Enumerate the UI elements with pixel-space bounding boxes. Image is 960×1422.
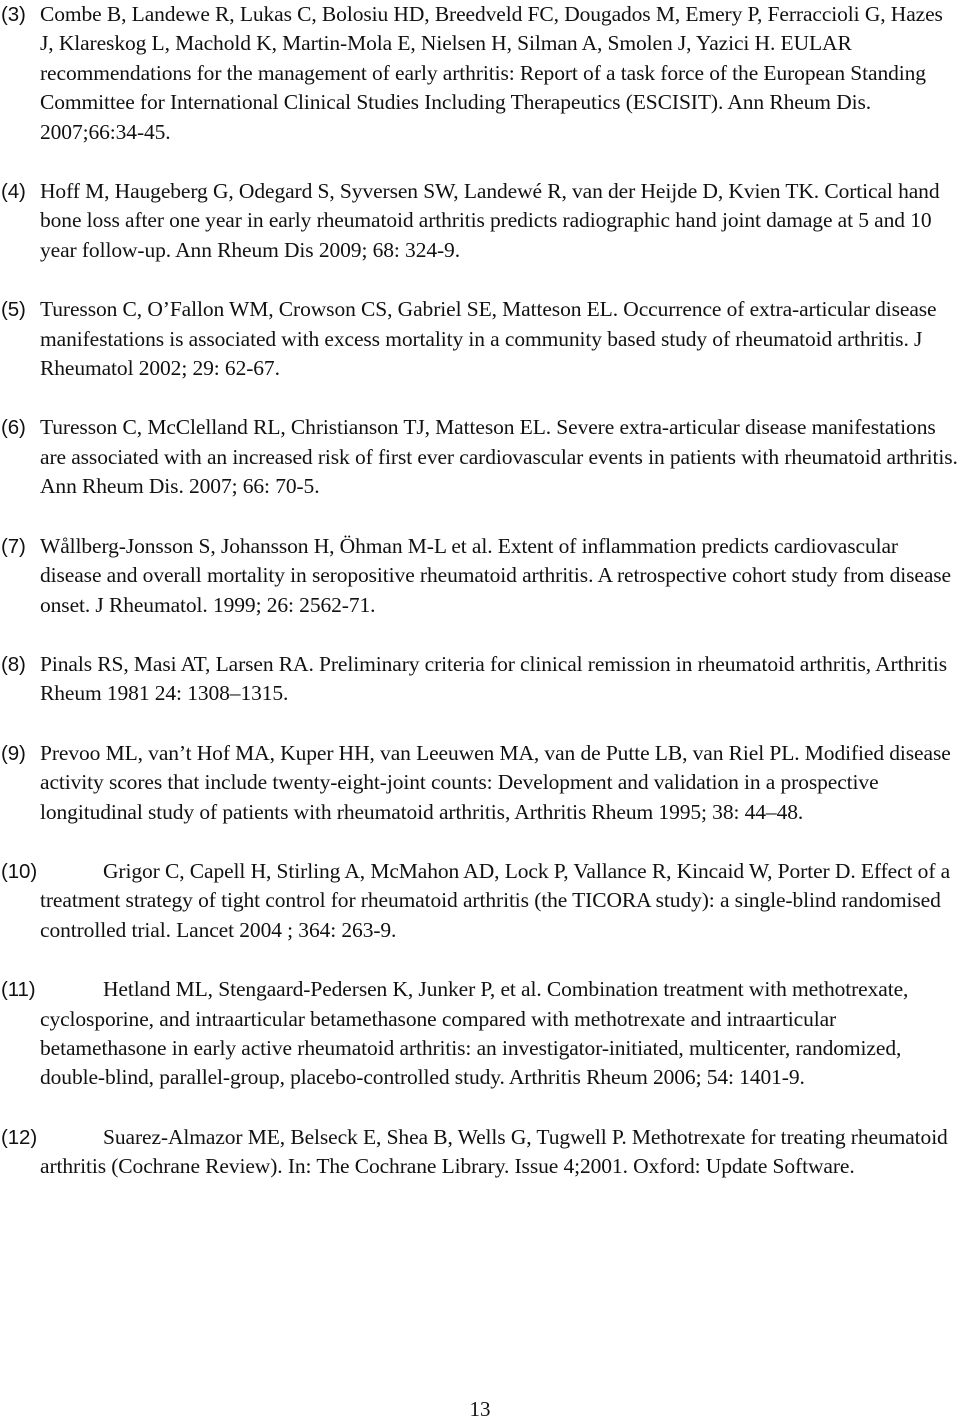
reference-text: Wållberg-Jonsson S, Johansson H, Öhman M-L et al. Extent of inflammation predicts cardiovascular disease and overall mortality in seropositive rheumatoid arthritis. A retrospective cohort study from disease onset. J Rheumatol. 1999; 26: 2562-71. <box>40 533 951 617</box>
reference-item <box>0 857 958 945</box>
reference-number: (3) <box>1 3 26 26</box>
reference-text: Hoff M, Haugeberg G, Odegard S, Syversen SW, Landewé R, van der Heijde D, Kvien TK. Cortical hand bone loss after one year in early rheumatoid arthritis predicts radiographic hand joint damage at 5 and 10 year follow-up. Ann Rheum Dis 2009; 68: 324-9. <box>40 179 940 262</box>
reference-number: (12) <box>1 1125 38 1149</box>
reference-text: Suarez-Almazor ME, Belseck E, Shea B, Wells G, Tugwell P. Methotrexate for treating rheumatoid arthritis (Cochrane Review). In: The Cochrane Library. Issue 4;2001. Oxford: Update Software. <box>40 1124 948 1179</box>
reference-text: Combe B, Landewe R, Lukas C, Bolosiu HD, Breedveld FC, Dougados M, Emery P, Ferraccioli G, Hazes J, Klareskog L, Machold K, Martin-Mola E, Nielsen H, Silman A, Smolen J, Yazici H. EULAR recommendations for the management of early arthritis: Report of a task force of the European Standing Committee for International Clinical Studies Including Therapeutics (ESCISIT). Ann Rheum Dis. 2007;66:34-45. <box>40 2 943 144</box>
reference-item <box>0 975 958 1093</box>
reference-number: (11) <box>1 978 36 1002</box>
reference-text: Grigor C, Capell H, Stirling A, McMahon AD, Lock P, Vallance R, Kincaid W, Porter D. Effect of a treatment strategy of tight control for rheumatoid arthritis (the TICORA study): a single-blind randomised controlled trial. Lancet 2004 ; 364: 263-9. <box>40 858 951 942</box>
reference-number: (9) <box>1 741 26 765</box>
reference-number: (10) <box>1 859 38 883</box>
page-number: 13 <box>469 1397 491 1421</box>
reference-item <box>0 739 958 827</box>
reference-number: (8) <box>1 652 26 676</box>
reference-item <box>0 1123 958 1182</box>
reference-text: Hetland ML, Stengaard-Pedersen K, Junker P, et al. Combination treatment with methotrexate, cyclosporine, and intraarticular betamethasone compared with methotrexate and intraarticular betamethasone in early active rheumatoid arthritis: an investigator-initiated, multicenter, randomized, double-blind, parallel-group, placebo-controlled study. Arthritis Rheum 2006; 54: 1401-9. <box>40 977 909 1090</box>
reference-number: (5) <box>1 298 26 322</box>
reference-text: Pinals RS, Masi AT, Larsen RA. Preliminary criteria for clinical remission in rheumatoid arthritis, Arthritis Rheum 1981 24: 1308–1315. <box>40 651 948 706</box>
reference-item <box>0 413 958 501</box>
reference-number: (4) <box>1 180 26 204</box>
reference-text: Turesson C, McClelland RL, Christianson TJ, Matteson EL. Severe extra-articular disease manifestations are associated with an increased risk of first ever cardiovascular events in patients with rheumatoid arthritis. Ann Rheum Dis. 2007; 66: 70-5. <box>40 415 958 499</box>
reference-item <box>0 177 958 265</box>
reference-item <box>0 0 958 147</box>
reference-text: Prevoo ML, van’t Hof MA, Kuper HH, van Leeuwen MA, van de Putte LB, van Riel PL. Modified disease activity scores that include twenty-eight-joint counts: Development and validation in a prospective longitudinal study of patients with rheumatoid arthritis, Arthritis Rheum 1995; 38: 44–48. <box>40 740 951 824</box>
reference-text: Turesson C, O’Fallon WM, Crowson CS, Gabriel SE, Matteson EL. Occurrence of extra-articular disease manifestations is associated with excess mortality in a community based study of rheumatoid arthritis. J Rheumatol 2002; 29: 62-67. <box>40 297 937 381</box>
reference-item <box>0 650 958 709</box>
reference-item <box>0 532 958 620</box>
reference-item <box>0 295 958 383</box>
reference-number: (6) <box>1 416 26 440</box>
reference-number: (7) <box>1 534 26 558</box>
